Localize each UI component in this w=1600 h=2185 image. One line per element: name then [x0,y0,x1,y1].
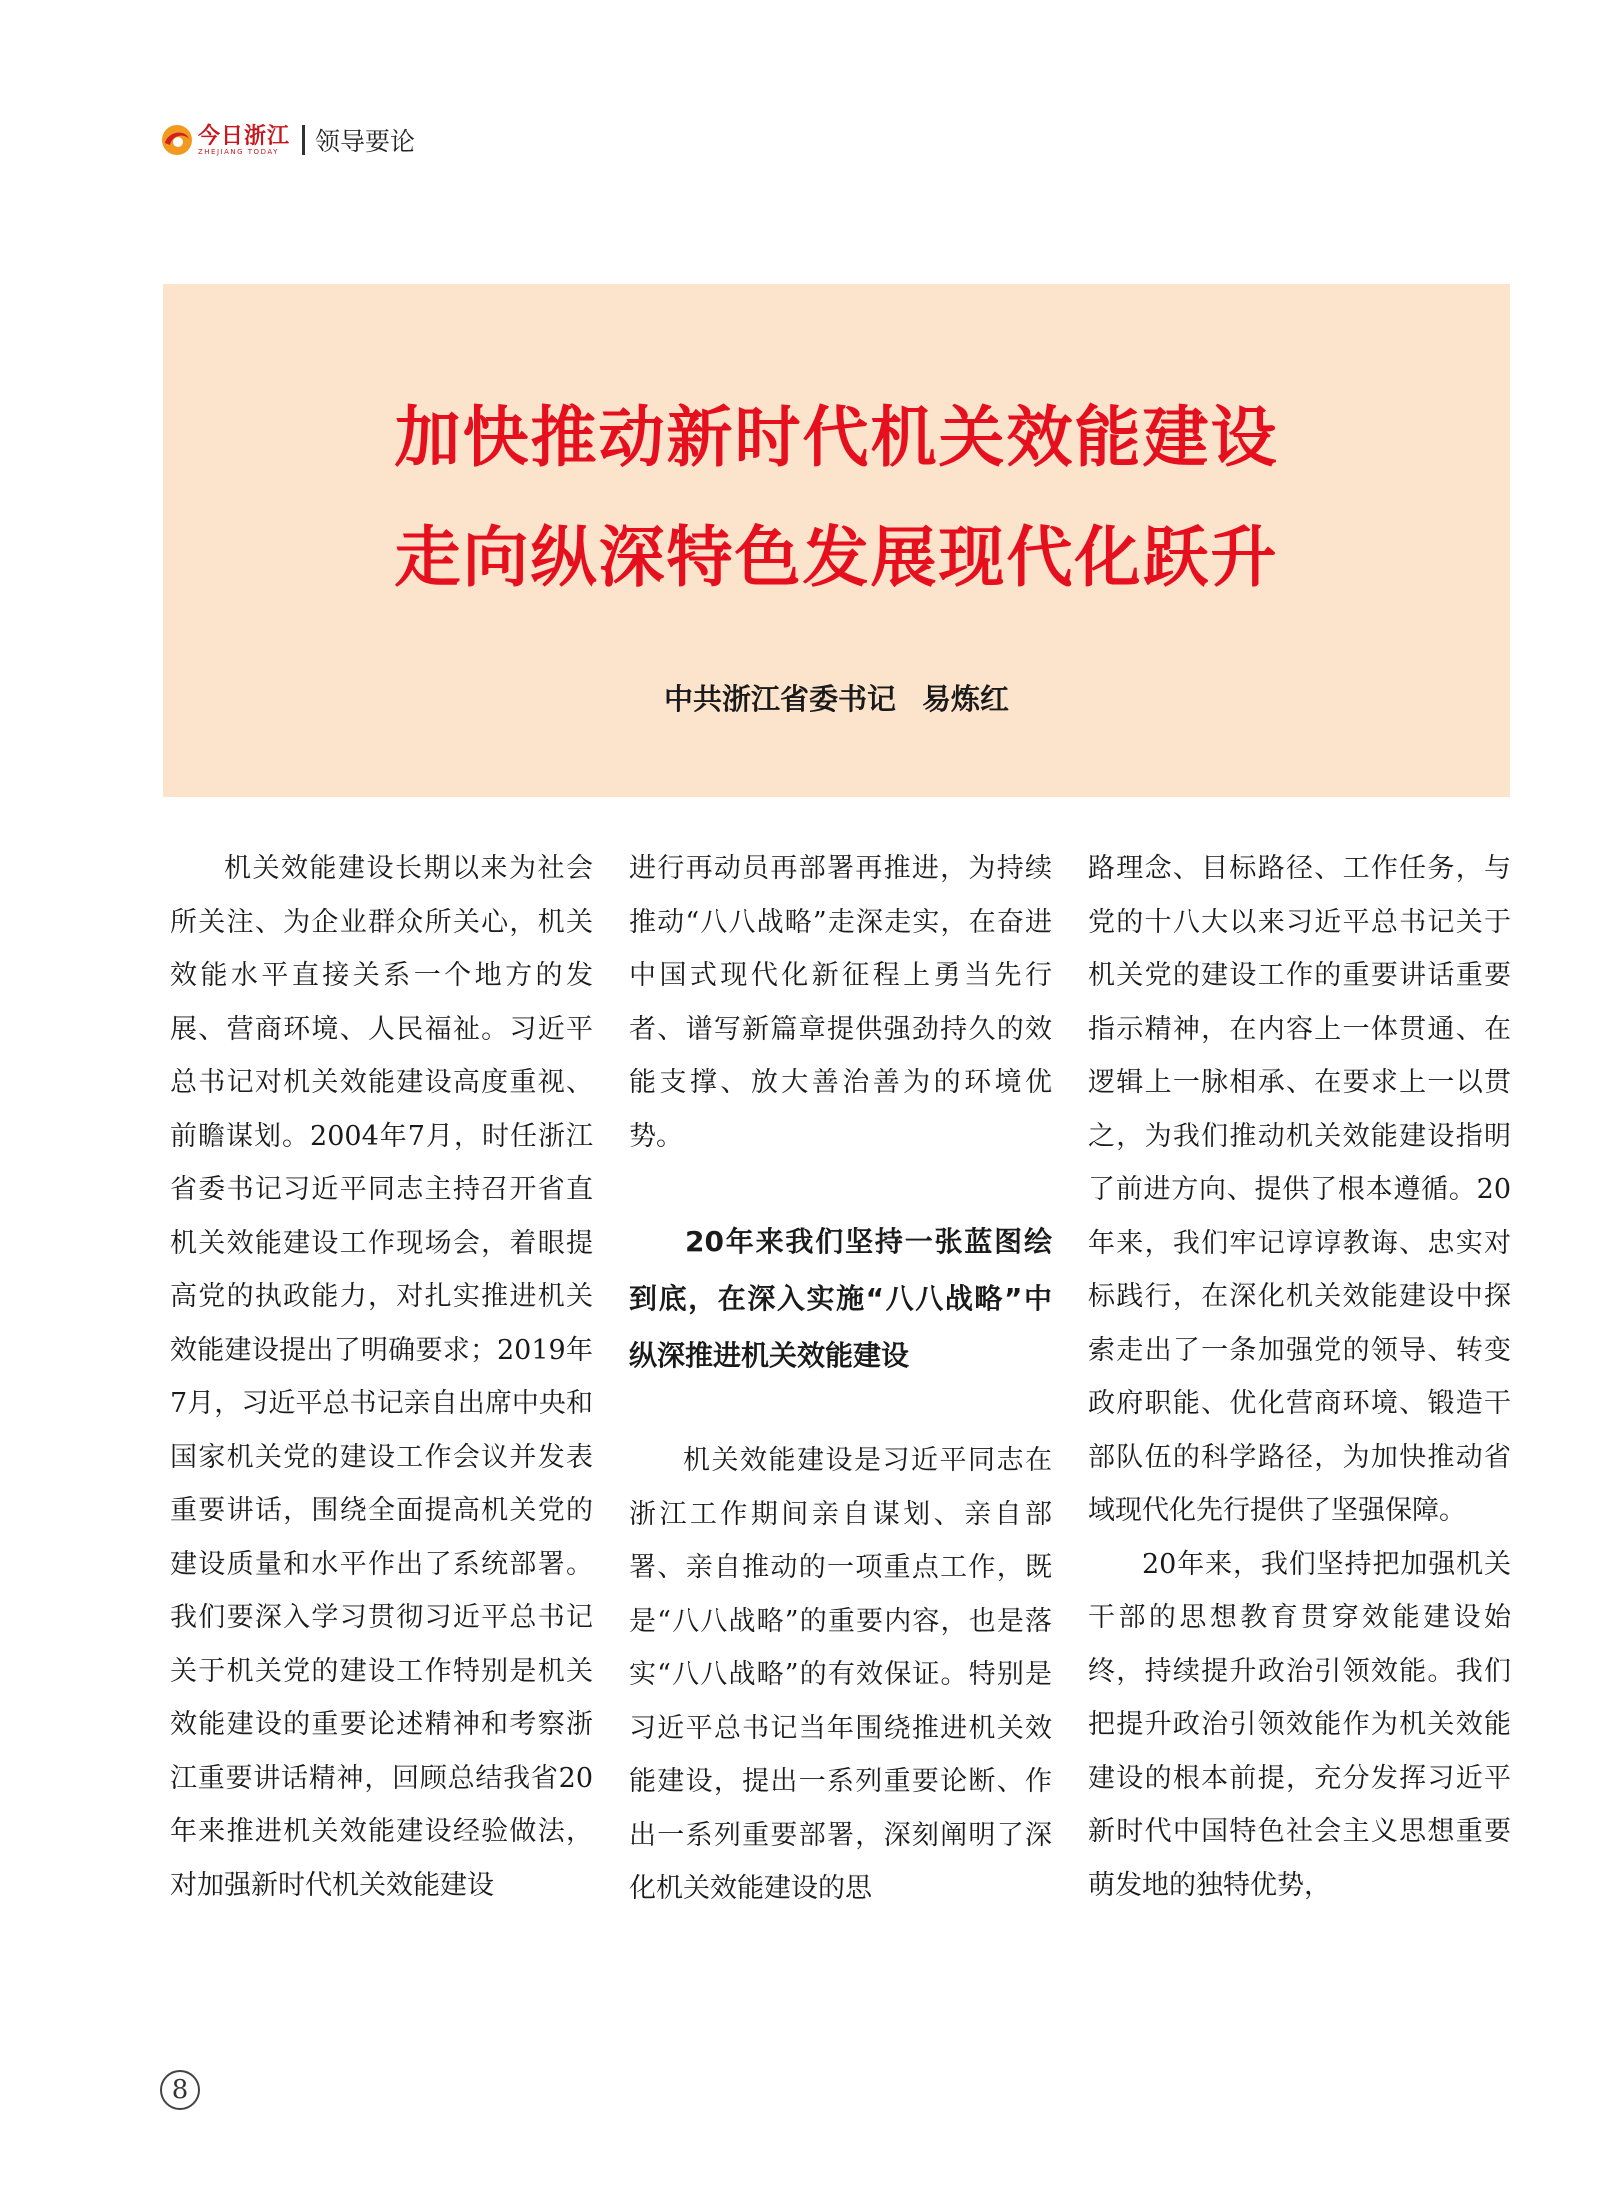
logo-swirl-icon [160,123,194,157]
text-column-2 [629,842,1052,1916]
magazine-logo [160,123,290,157]
article-byline [163,677,1510,718]
section-label: 领导要论 [315,127,416,156]
paragraph: 路理念、目标路径、工作任务，与党的十八大以来习近平总书记关于机关党的建设工作的重要讲话重要指示精神，在内容上一体贯通、在逻辑上一脉相承、在要求上一以贯之，为我们推动机关效能建设指明了前进方向、提供了根本遵循。20年来，我们牢记谆谆教诲、忠实对标践行，在深化机关效能建设中探索走出了一条加强党的领导、转变政府职能、优化营商环境、锻造干部队伍的科学路径，为加快推动省域现代化先行提供了坚强保障。 [1088,853,1511,1526]
author-name: 易炼红 [922,682,1010,716]
article-title-line-2: 走向纵深特色发展现代化跃升 [394,519,1279,596]
paragraph: 机关效能建设是习近平同志在浙江工作期间亲自谋划、亲自部署、亲自推动的一项重点工作，既是“八八战略”的重要内容，也是落实“八八战略”的有效保证。特别是习近平总书记当年围绕推进机关效能建设，提出一系列重要论断、作出一系列重要部署，深刻阐明了深化机关效能建设的思 [629,1445,1052,1904]
header-divider [302,125,305,155]
paragraph: 机关效能建设长期以来为社会所关注、为企业群众所关心，机关效能水平直接关系一个地方的发展、营商环境、人民福祉。习近平总书记对机关效能建设高度重视、前瞻谋划。2004年7月，时任浙江省委书记习近平同志主持召开省直机关效能建设工作现场会，着眼提高党的执政能力，对扎实推进机关效能建设提出了明确要求；2019年7月，习近平总书记亲自出席中央和国家机关党的建设工作会议并发表重要讲话，围绕全面提高机关党的建设质量和水平作出了系统部署。我们要深入学习贯彻习近平总书记关于机关党的建设工作特别是机关效能建设的重要论述精神和考察浙江重要讲话精神，回顾总结我省20年来推进机关效能建设经验做法，对加强新时代机关效能建设 [170,853,593,1901]
text-column-1 [170,842,593,1912]
author-role: 中共浙江省委书记 [663,682,896,716]
paragraph: 20年来，我们坚持把加强机关干部的思想教育贯穿效能建设始终，持续提升政治引领效能。我们把提升政治引领效能作为机关效能建设的根本前提，充分发挥习近平新时代中国特色社会主义思想重要萌发地的独特优势， [1088,1548,1511,1901]
text-column-3 [1088,842,1511,1912]
paragraph: 进行再动员再部署再推进，为持续推动“八八战略”走深走实，在奋进中国式现代化新征程上勇当先行者、谱写新篇章提供强劲持久的效能支撑、放大善治善为的环境优势。 [629,853,1052,1152]
page-number: 8 [160,2070,200,2110]
logo-english-name: ZHEJIANG TODAY [198,147,279,156]
logo-chinese-name: 今日浙江 [198,122,291,149]
section-subheading: 20年来我们坚持一张蓝图绘到底，在深入实施“八八战略”中纵深推进机关效能建设 [629,1225,1052,1372]
title-banner [163,284,1510,797]
article-title-line-1: 加快推动新时代机关效能建设 [394,399,1279,476]
masthead [160,120,415,160]
